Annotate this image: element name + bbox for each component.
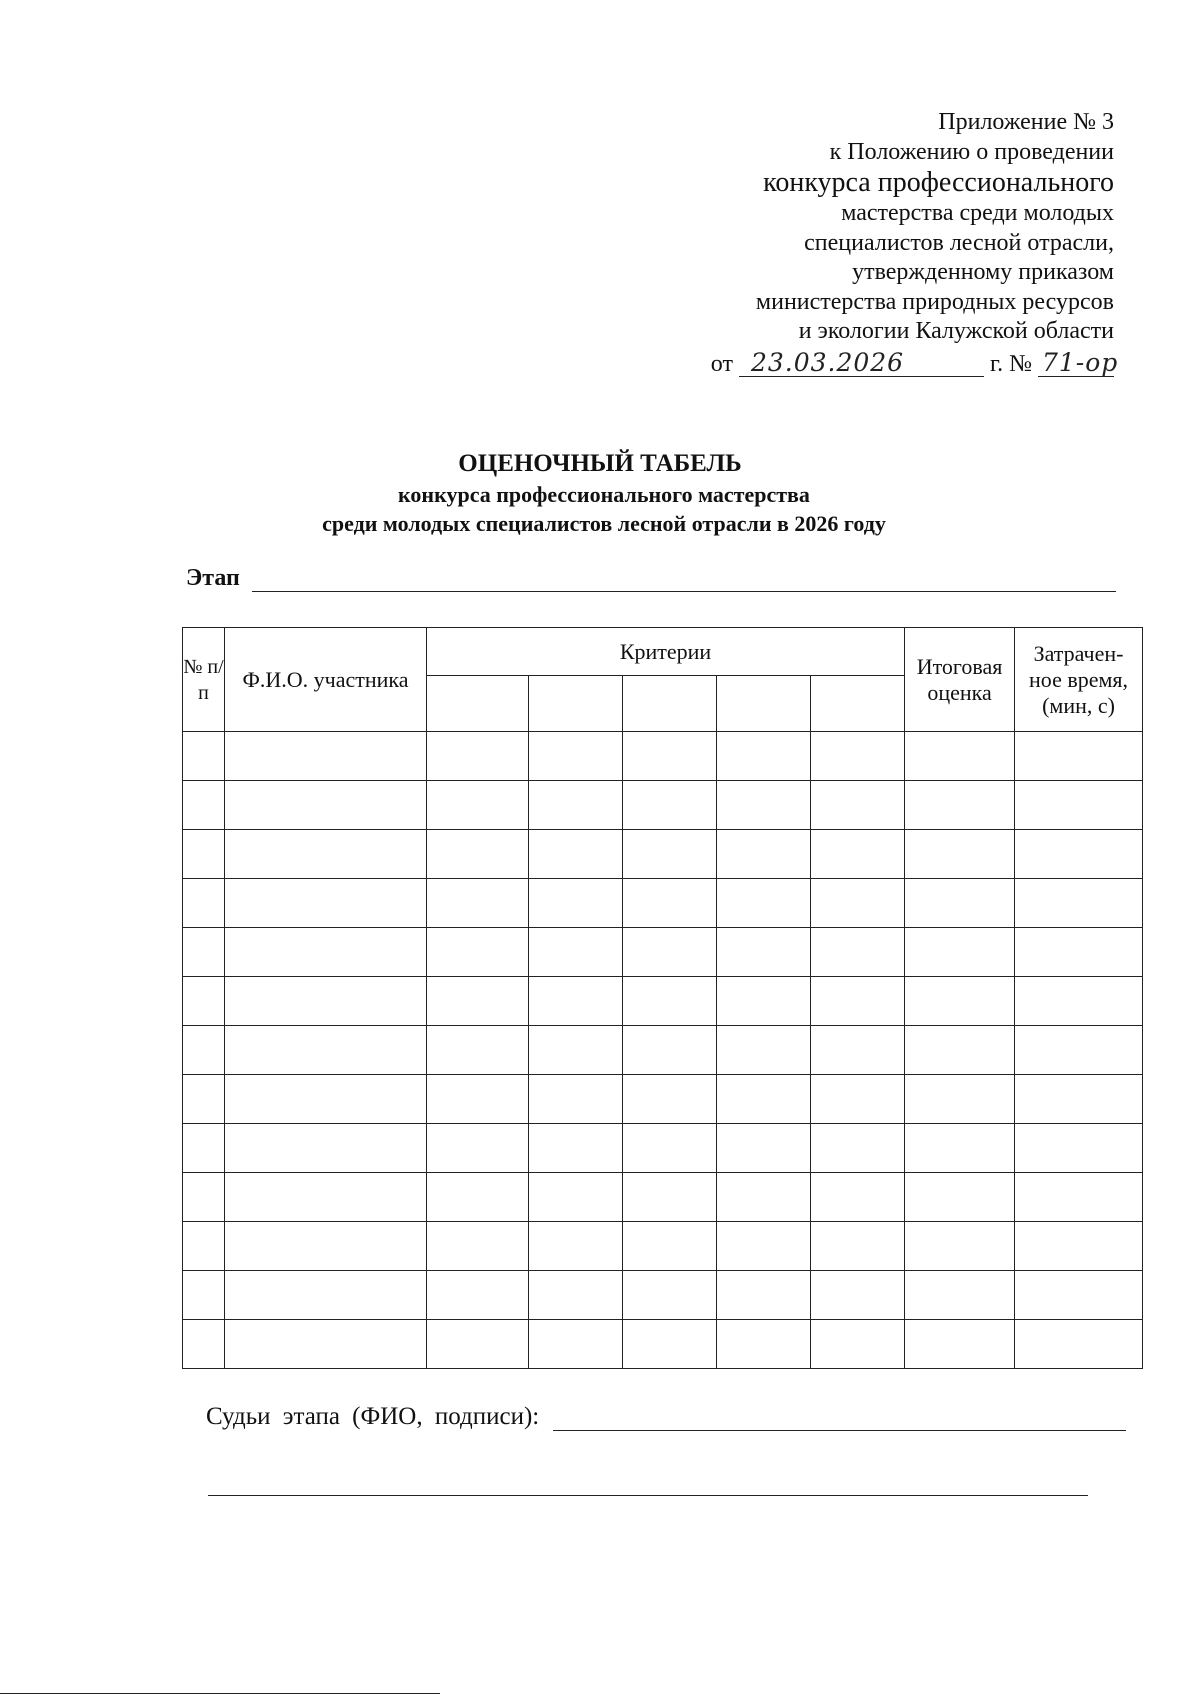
table-row <box>183 879 1143 928</box>
table-cell[interactable] <box>529 781 623 830</box>
table-cell[interactable] <box>529 1320 623 1369</box>
table-cell[interactable] <box>1015 1124 1143 1173</box>
table-cell[interactable] <box>717 928 811 977</box>
table-cell[interactable] <box>905 879 1015 928</box>
table-cell[interactable] <box>225 1026 427 1075</box>
table-row <box>183 732 1143 781</box>
table-cell[interactable] <box>623 1075 717 1124</box>
table-cell[interactable] <box>623 879 717 928</box>
table-cell[interactable] <box>811 732 905 781</box>
table-cell[interactable] <box>1015 1173 1143 1222</box>
table-cell[interactable] <box>1015 977 1143 1026</box>
table-cell[interactable] <box>811 1271 905 1320</box>
table-cell[interactable] <box>905 732 1015 781</box>
table-cell[interactable] <box>717 1222 811 1271</box>
table-row <box>183 977 1143 1026</box>
table-cell[interactable] <box>529 977 623 1026</box>
appendix-header <box>654 108 1119 379</box>
score-table <box>182 627 1143 1369</box>
table-cell[interactable] <box>1015 830 1143 879</box>
table-cell[interactable] <box>225 781 427 830</box>
table-cell[interactable] <box>811 1075 905 1124</box>
appendix-line: утвержденному приказом <box>852 259 1114 285</box>
table-cell[interactable] <box>225 1320 427 1369</box>
table-cell[interactable] <box>623 781 717 830</box>
table-cell[interactable] <box>427 879 529 928</box>
table-cell[interactable] <box>1015 1075 1143 1124</box>
table-cell[interactable] <box>183 732 225 781</box>
table-cell[interactable] <box>427 1026 529 1075</box>
header-criteria: Критерии <box>427 628 905 676</box>
appendix-line: Приложение № 3 <box>938 109 1114 135</box>
table-cell[interactable] <box>623 1173 717 1222</box>
table-cell[interactable] <box>1015 1271 1143 1320</box>
table-cell[interactable] <box>623 1124 717 1173</box>
title-main: ОЦЕНОЧНЫЙ ТАБЕЛЬ <box>458 450 742 477</box>
judges-field <box>206 1403 1126 1431</box>
table-cell[interactable] <box>811 977 905 1026</box>
appendix-line: министерства природных ресурсов <box>755 288 1114 315</box>
table-cell[interactable] <box>427 1173 529 1222</box>
table-cell[interactable] <box>1015 1026 1143 1075</box>
table-cell[interactable] <box>225 928 427 977</box>
order-number: 71-ор <box>1038 349 1114 377</box>
stage-label: Этап <box>186 565 240 591</box>
table-cell[interactable] <box>183 1271 225 1320</box>
table-cell[interactable] <box>623 1271 717 1320</box>
table-cell[interactable] <box>183 1222 225 1271</box>
table-row <box>183 1124 1143 1173</box>
table-cell[interactable] <box>225 879 427 928</box>
table-cell[interactable] <box>427 830 529 879</box>
table-cell[interactable] <box>717 1271 811 1320</box>
table-cell[interactable] <box>717 830 811 879</box>
table-cell[interactable] <box>225 1271 427 1320</box>
table-cell[interactable] <box>623 928 717 977</box>
table-cell[interactable] <box>623 1222 717 1271</box>
table-cell[interactable] <box>427 732 529 781</box>
header-total: Итоговая оценка <box>905 628 1015 732</box>
table-cell[interactable] <box>225 977 427 1026</box>
footnote-rule <box>0 1693 440 1694</box>
table-cell[interactable] <box>1015 928 1143 977</box>
table-cell[interactable] <box>529 1173 623 1222</box>
table-cell[interactable] <box>529 1075 623 1124</box>
table-cell[interactable] <box>717 1173 811 1222</box>
header-name: Ф.И.О. участника <box>225 628 427 732</box>
table-cell[interactable] <box>183 1124 225 1173</box>
table-row <box>183 1271 1143 1320</box>
table-cell[interactable] <box>183 928 225 977</box>
table-cell[interactable] <box>905 1222 1015 1271</box>
criterion-cell <box>717 676 811 732</box>
table-cell[interactable] <box>811 1173 905 1222</box>
table-cell[interactable] <box>623 830 717 879</box>
table-cell[interactable] <box>183 879 225 928</box>
table-cell[interactable] <box>1015 879 1143 928</box>
table-cell[interactable] <box>427 781 529 830</box>
table-cell[interactable] <box>905 1075 1015 1124</box>
table-cell[interactable] <box>905 977 1015 1026</box>
table-cell[interactable] <box>225 1222 427 1271</box>
table-cell[interactable] <box>623 1026 717 1075</box>
stage-field <box>186 563 1116 592</box>
score-table-body <box>183 732 1143 1369</box>
table-cell[interactable] <box>427 977 529 1026</box>
table-cell[interactable] <box>427 1271 529 1320</box>
table-cell[interactable] <box>1015 1320 1143 1369</box>
appendix-line: специалистов лесной отрасли, <box>804 229 1114 256</box>
table-cell[interactable] <box>183 1320 225 1369</box>
table-cell[interactable] <box>717 781 811 830</box>
table-cell[interactable] <box>717 732 811 781</box>
table-row <box>183 1075 1143 1124</box>
table-cell[interactable] <box>717 977 811 1026</box>
table-cell[interactable] <box>225 1124 427 1173</box>
table-cell[interactable] <box>717 879 811 928</box>
table-cell[interactable] <box>623 977 717 1026</box>
table-cell[interactable] <box>1015 1222 1143 1271</box>
table-cell[interactable] <box>529 1271 623 1320</box>
table-cell[interactable] <box>225 1173 427 1222</box>
table-cell[interactable] <box>905 830 1015 879</box>
table-row <box>183 928 1143 977</box>
table-cell[interactable] <box>623 732 717 781</box>
title-line2: конкурса профессионального мастерства <box>398 482 810 507</box>
table-cell[interactable] <box>811 1026 905 1075</box>
judges-blank-line[interactable] <box>553 1406 1126 1431</box>
table-cell[interactable] <box>225 1075 427 1124</box>
table-cell[interactable] <box>623 1320 717 1369</box>
table-cell[interactable] <box>717 1026 811 1075</box>
stage-blank-line[interactable] <box>252 563 1116 592</box>
table-cell[interactable] <box>905 781 1015 830</box>
table-row <box>183 1320 1143 1369</box>
table-cell[interactable] <box>529 732 623 781</box>
table-cell[interactable] <box>183 1026 225 1075</box>
criterion-cell <box>623 676 717 732</box>
table-cell[interactable] <box>529 879 623 928</box>
criterion-cell <box>811 676 905 732</box>
table-cell[interactable] <box>529 830 623 879</box>
table-cell[interactable] <box>529 1124 623 1173</box>
table-cell[interactable] <box>183 977 225 1026</box>
table-cell[interactable] <box>427 1320 529 1369</box>
table-cell[interactable] <box>529 928 623 977</box>
table-cell[interactable] <box>529 1222 623 1271</box>
table-cell[interactable] <box>811 830 905 879</box>
number-prefix: г. № <box>989 350 1032 377</box>
table-cell[interactable] <box>905 1124 1015 1173</box>
table-cell[interactable] <box>811 879 905 928</box>
table-cell[interactable] <box>183 781 225 830</box>
table-cell[interactable] <box>811 781 905 830</box>
order-date: 23.03.2026 <box>739 349 984 377</box>
table-cell[interactable] <box>427 1222 529 1271</box>
header-time: Затрачен- ное время, (мин, с) <box>1015 628 1143 732</box>
table-cell[interactable] <box>427 928 529 977</box>
appendix-line: конкурса профессионального <box>763 167 1114 198</box>
table-cell[interactable] <box>905 928 1015 977</box>
table-cell[interactable] <box>905 1320 1015 1369</box>
table-row <box>183 781 1143 830</box>
order-date-line <box>654 347 1119 380</box>
table-cell[interactable] <box>905 1271 1015 1320</box>
table-cell[interactable] <box>1015 781 1143 830</box>
table-cell[interactable] <box>905 1173 1015 1222</box>
table-cell[interactable] <box>811 928 905 977</box>
table-cell[interactable] <box>183 830 225 879</box>
document-title <box>0 448 1200 538</box>
table-cell[interactable] <box>717 1124 811 1173</box>
judges-label: Судьи этапа (ФИО, подписи): <box>206 1403 540 1430</box>
table-cell[interactable] <box>529 1026 623 1075</box>
table-row <box>183 830 1143 879</box>
criterion-cell <box>427 676 529 732</box>
table-cell[interactable] <box>717 1075 811 1124</box>
title-line3: среди молодых специалистов лесной отрасли в 2026 году <box>322 511 886 536</box>
table-cell[interactable] <box>225 830 427 879</box>
appendix-line: и экологии Калужской области <box>798 318 1114 344</box>
date-prefix: от <box>710 350 733 377</box>
table-row <box>183 1173 1143 1222</box>
table-cell[interactable] <box>811 1222 905 1271</box>
appendix-line: мастерства среди молодых <box>841 200 1114 226</box>
table-row <box>183 1026 1143 1075</box>
table-cell[interactable] <box>225 732 427 781</box>
table-cell[interactable] <box>811 1320 905 1369</box>
table-cell[interactable] <box>183 1173 225 1222</box>
table-cell[interactable] <box>427 1075 529 1124</box>
header-number: № п/ п <box>183 628 225 732</box>
appendix-line: к Положению о проведении <box>829 138 1114 165</box>
judges-blank-line-2[interactable] <box>208 1495 1088 1496</box>
table-cell[interactable] <box>183 1075 225 1124</box>
table-cell[interactable] <box>905 1026 1015 1075</box>
table-row <box>183 1222 1143 1271</box>
table-cell[interactable] <box>427 1124 529 1173</box>
criterion-cell <box>529 676 623 732</box>
table-cell[interactable] <box>1015 732 1143 781</box>
table-cell[interactable] <box>717 1320 811 1369</box>
table-cell[interactable] <box>811 1124 905 1173</box>
